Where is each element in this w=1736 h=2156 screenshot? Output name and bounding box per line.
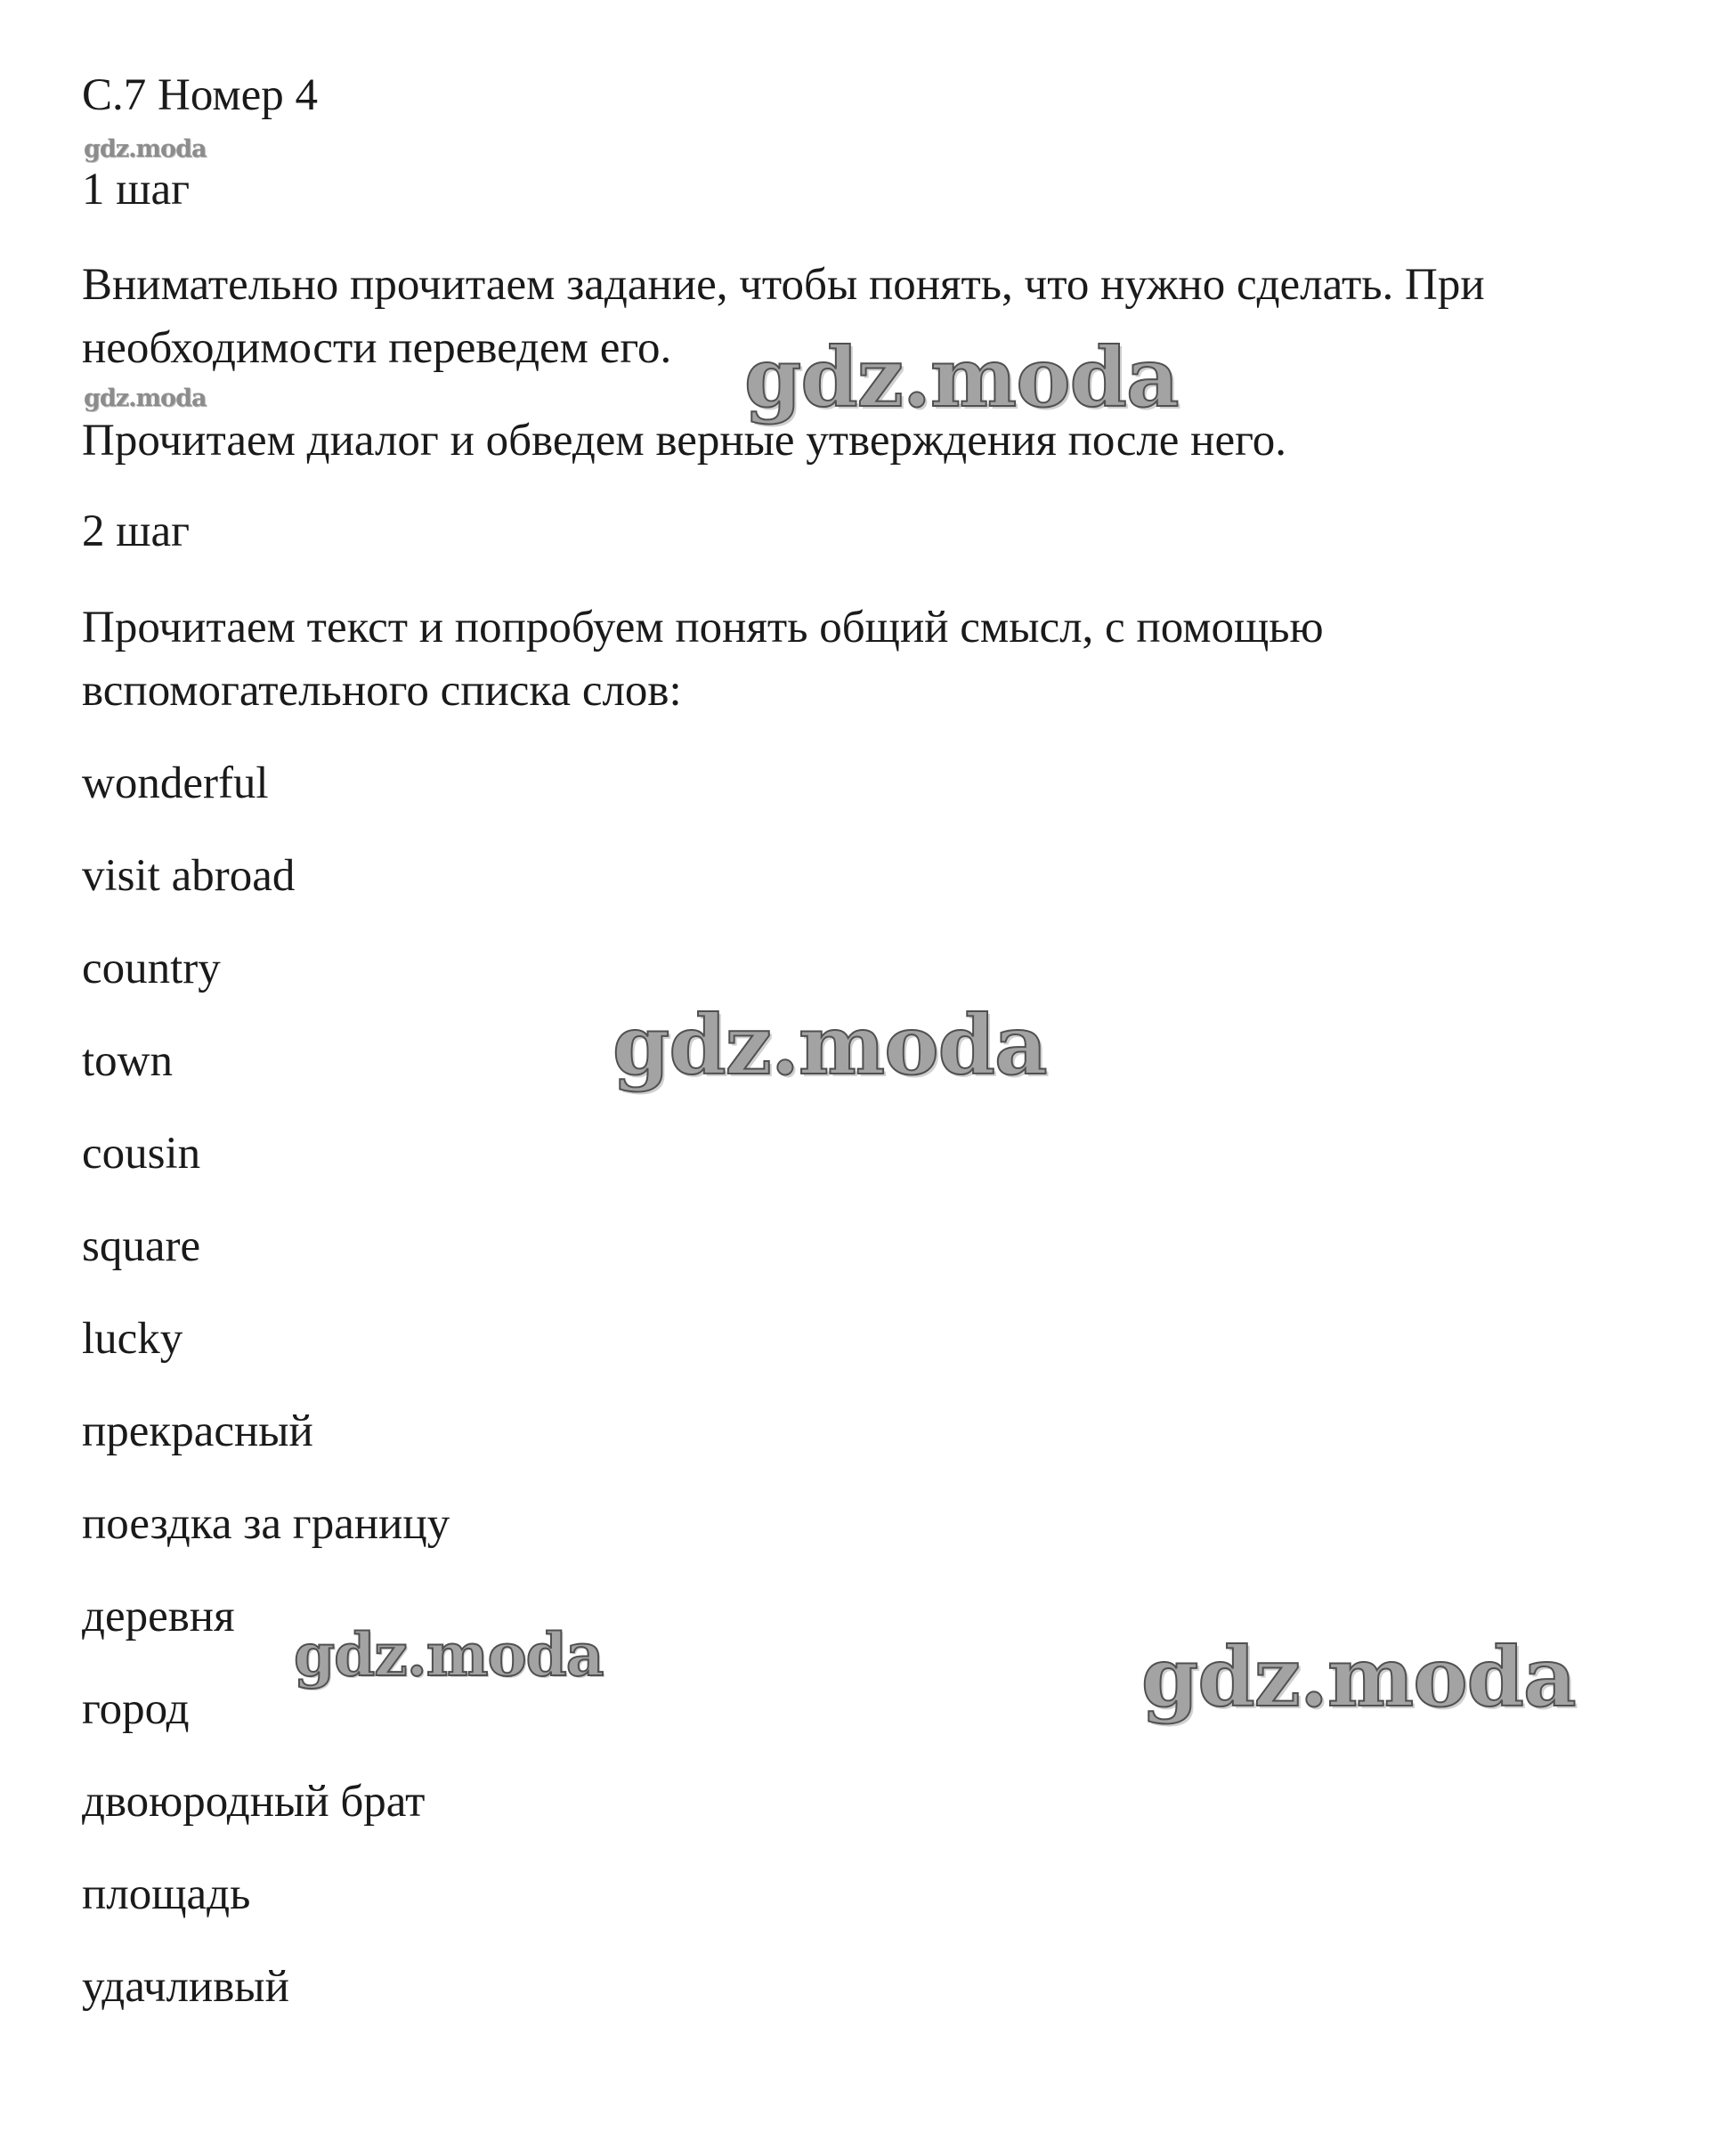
watermark-logo-medium: gdz.moda bbox=[294, 1620, 604, 1690]
step-2-paragraph-line-1: Прочитаем текст и попробуем понять общий смысл, с помощью bbox=[82, 603, 1324, 652]
word-item: прекрасный bbox=[82, 1406, 313, 1456]
word-item: country bbox=[82, 944, 221, 993]
step-1-label: 1 шаг bbox=[82, 165, 191, 215]
watermark-logo-small-2: gdz.moda bbox=[84, 385, 207, 412]
step-2-paragraph-line-2: вспомогательного списка слов: bbox=[82, 666, 682, 716]
word-item: поездка за границу bbox=[82, 1499, 450, 1549]
page-title: С.7 Номер 4 bbox=[82, 70, 319, 120]
step-1-paragraph-1-line-2: необходимости переведем его. bbox=[82, 323, 672, 373]
step-1-paragraph-2: Прочитаем диалог и обведем верные утверждения после него. bbox=[82, 416, 1286, 466]
word-item: lucky bbox=[82, 1314, 183, 1364]
step-2-label: 2 шаг bbox=[82, 507, 191, 556]
word-item: wonderful bbox=[82, 758, 269, 808]
watermark-logo-large-3: gdz.moda bbox=[1141, 1629, 1576, 1725]
watermark-logo-large-2: gdz.moda bbox=[612, 997, 1047, 1093]
watermark-logo-small-1: gdz.moda bbox=[84, 135, 207, 163]
word-item: square bbox=[82, 1221, 201, 1271]
word-item: двоюродный брат bbox=[82, 1777, 426, 1827]
step-2-paragraph bbox=[82, 596, 1324, 723]
word-item: деревня bbox=[82, 1592, 235, 1641]
word-item: площадь bbox=[82, 1869, 251, 1919]
word-item: town bbox=[82, 1036, 173, 1086]
word-item: visit abroad bbox=[82, 851, 296, 901]
watermark-logo-large-1: gdz.moda bbox=[744, 329, 1179, 426]
word-item: cousin bbox=[82, 1129, 201, 1179]
step-1-paragraph-1-line-1: Внимательно прочитаем задание, чтобы понять, что нужно сделать. При bbox=[82, 260, 1485, 310]
word-item: удачливый bbox=[82, 1962, 289, 2012]
word-item: город bbox=[82, 1684, 190, 1734]
